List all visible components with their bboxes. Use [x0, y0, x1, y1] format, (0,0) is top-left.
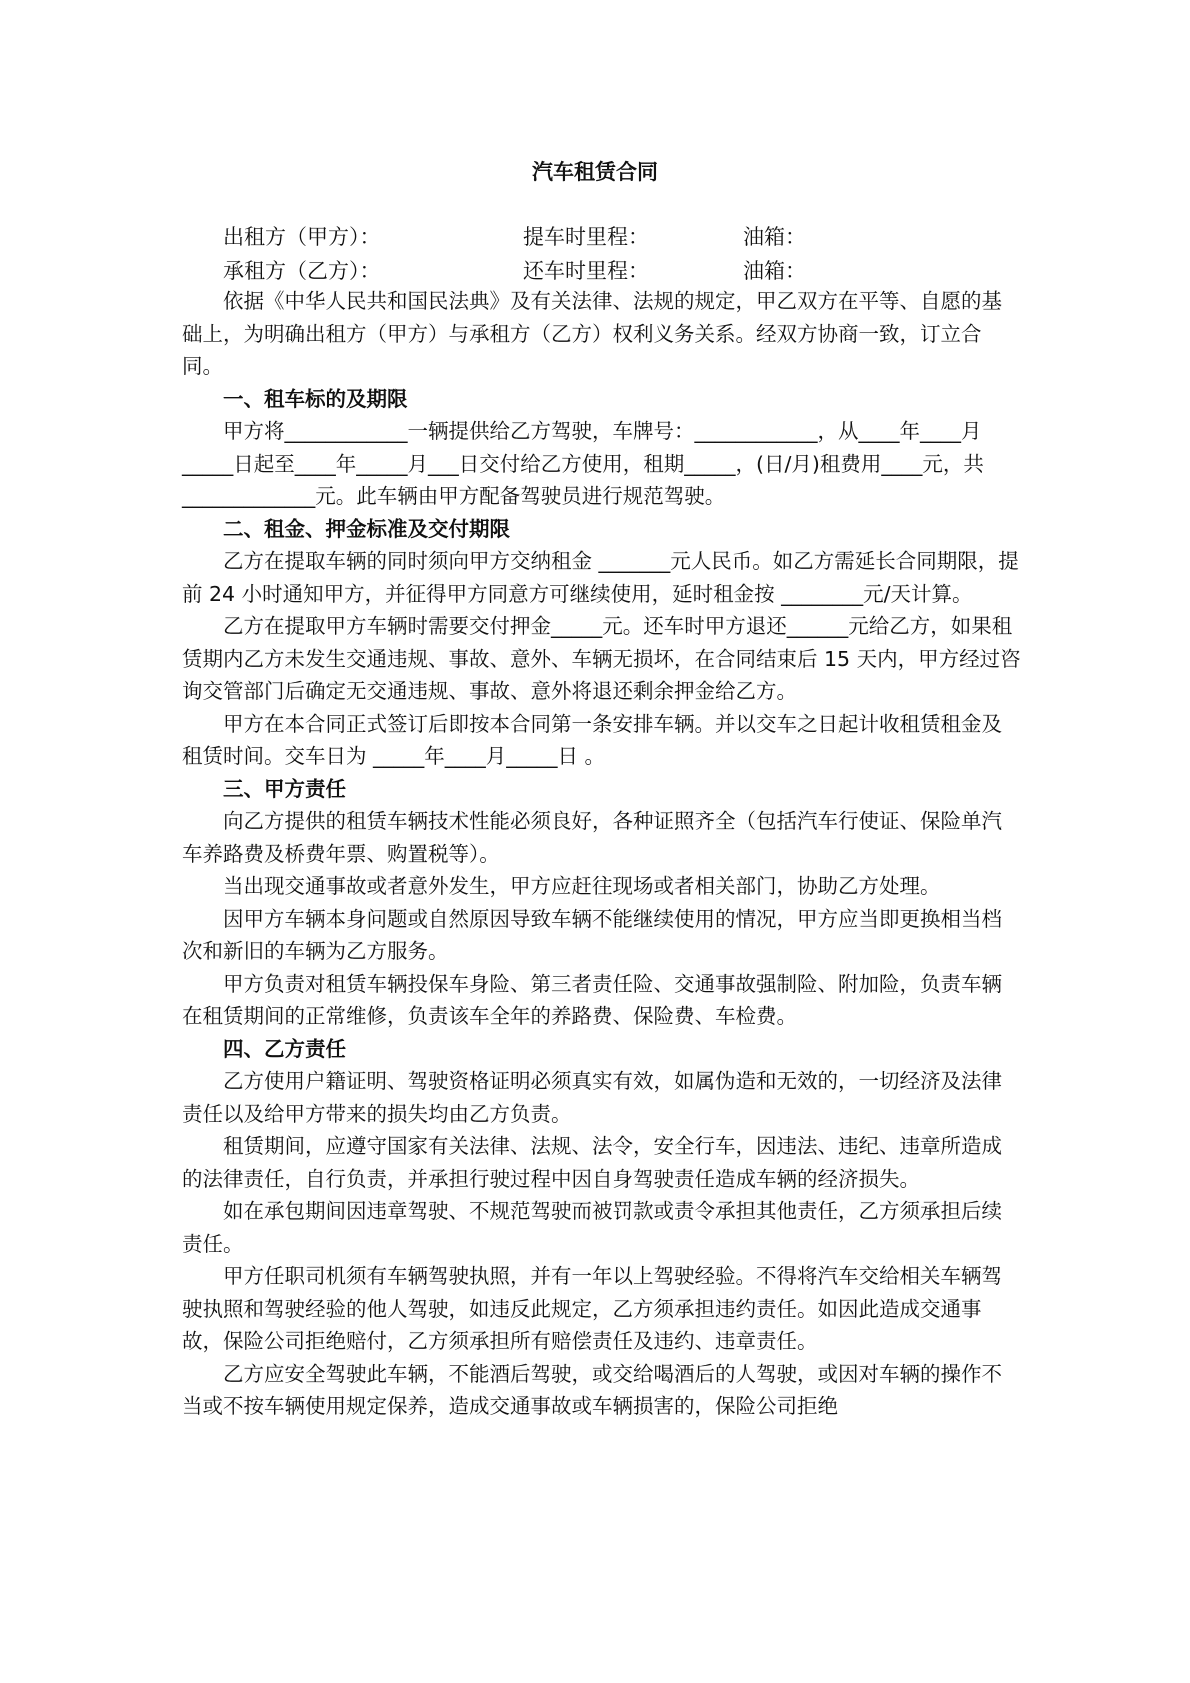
clause-paragraph: 依据《中华人民共和国民法典》及有关法律、法规的规定，甲乙双方在平等、自愿的基础上，为明确出租方（甲方）与承租方（乙方）权利义务关系。经双方协商一致，订立合同。	[182, 289, 1002, 378]
pickup-tank-label: 油箱：	[743, 225, 806, 249]
section-heading: 三、甲方责任	[223, 776, 346, 801]
contract-header	[223, 219, 863, 287]
return-tank-label: 油箱：	[743, 259, 806, 283]
clause-paragraph: 乙方使用户籍证明、驾驶资格证明必须真实有效，如属伪造和无效的，一切经济及法律责任以及给甲方带来的损失均由乙方负责。	[182, 1069, 1002, 1126]
clause-paragraph: 租赁期间，应遵守国家有关法律、法规、法令，安全行车，因违法、违纪、违章所造成的法律责任，自行负责，并承担行驶过程中因自身驾驶责任造成车辆的经济损失。	[182, 1134, 1002, 1191]
clause-paragraph: 甲方负责对租赁车辆投保车身险、第三者责任险、交通事故强制险、附加险，负责车辆在租赁期间的正常维修，负责该车全年的养路费、保险费、车检费。	[182, 971, 1002, 1028]
section-heading: 二、租金、押金标准及交付期限	[223, 516, 510, 541]
clause-paragraph: 如在承包期间因违章驾驶、不规范驾驶而被罚款或责令承担其他责任，乙方须承担后续责任。	[182, 1199, 1002, 1256]
header-row-lessor	[223, 219, 863, 253]
lessee-label: 承租方（乙方）：	[223, 259, 381, 283]
clause-paragraph: 向乙方提供的租赁车辆技术性能必须良好，各种证照齐全（包括汽车行使证、保险单汽车养路费及桥费年票、购置税等）。	[182, 809, 1002, 866]
clause-paragraph: 乙方应安全驾驶此车辆，不能酒后驾驶，或交给喝酒后的人驾驶，或因对车辆的操作不当或不按车辆使用规定保养，造成交通事故或车辆损害的，保险公司拒绝	[182, 1361, 1002, 1418]
header-row-lessee	[223, 253, 863, 287]
clause-paragraph: 乙方在提取车辆的同时须向甲方交纳租金 _______元人民币。如乙方需延长合同期限，提前 24 小时通知甲方，并征得甲方同意方可继续使用，延时租金按 ________元/天计算。	[182, 549, 1019, 606]
section-heading: 四、乙方责任	[223, 1036, 346, 1061]
clause-paragraph: 因甲方车辆本身问题或自然原因导致车辆不能继续使用的情况，甲方应当即更换相当档次和新旧的车辆为乙方服务。	[182, 906, 1002, 963]
return-mileage-label: 还车时里程：	[523, 259, 649, 283]
clause-paragraph: 甲方在本合同正式签订后即按本合同第一条安排车辆。并以交车之日起计收租赁租金及租赁时间。交车日为 _____年____月_____日 。	[182, 711, 1002, 768]
document-title: 汽车租赁合同	[532, 160, 658, 184]
clause-paragraph: 甲方将____________一辆提供给乙方驾驶，车牌号：____________，从____年____月_____日起至____年_____月___日交付给乙方使用，租期_____，(日/月)租费用____元，共_____________元。此车辆由甲方配备驾驶员进行规范驾驶。	[182, 419, 984, 508]
clause-paragraph: 乙方在提取甲方车辆时需要交付押金_____元。还车时甲方退还______元给乙方，如果租赁期内乙方未发生交通违规、事故、意外、车辆无损坏，在合同结束后 15 天内，甲方经过咨询交管部门后确定无交通违规、事故、意外将退还剩余押金给乙方。	[182, 614, 1021, 703]
contract-body	[182, 285, 1022, 1423]
clause-paragraph: 甲方任职司机须有车辆驾驶执照，并有一年以上驾驶经验。不得将汽车交给相关车辆驾驶执照和驾驶经验的他人驾驶，如违反此规定，乙方须承担违约责任。如因此造成交通事故，保险公司拒绝赔付，乙方须承担所有赔偿责任及违约、违章责任。	[182, 1264, 1002, 1353]
clause-paragraph: 当出现交通事故或者意外发生，甲方应赶往现场或者相关部门，协助乙方处理。	[223, 874, 941, 898]
section-heading: 一、租车标的及期限	[223, 386, 408, 411]
lessor-label: 出租方（甲方）：	[223, 225, 381, 249]
pickup-mileage-label: 提车时里程：	[523, 225, 649, 249]
